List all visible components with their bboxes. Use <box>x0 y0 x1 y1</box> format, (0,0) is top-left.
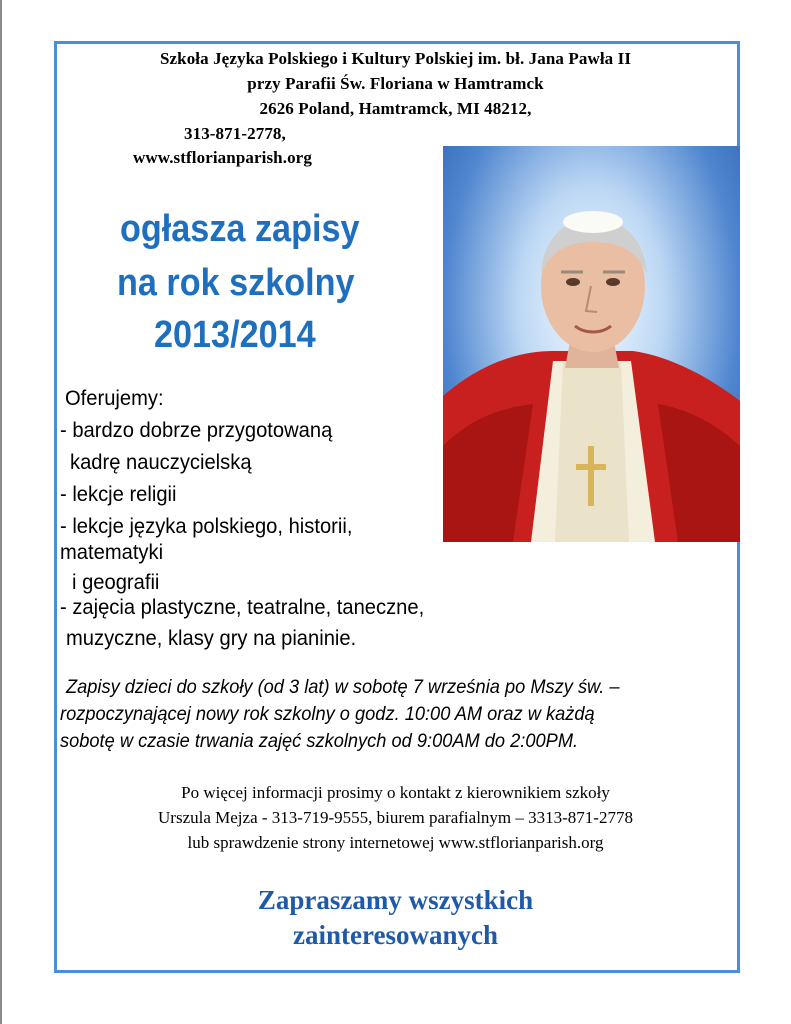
offer-item: kadrę nauczycielską <box>70 451 252 474</box>
invite-line-1: Zapraszamy wszystkich <box>257 885 534 915</box>
website-link[interactable]: www.stflorianparish.org <box>133 148 312 167</box>
school-name: Szkoła Języka Polskiego i Kultury Polskiej im. bł. Jana Pawła II <box>159 49 632 68</box>
offer-item: muzyczne, klasy gry na pianinie. <box>66 627 357 650</box>
registration-line-2: rozpoczynającej nowy rok szkolny o godz. 10:00 AM oraz w każdą <box>60 704 595 725</box>
offer-item: - zajęcia plastyczne, teatralne, taneczne, <box>60 596 425 619</box>
page-edge <box>0 0 2 1024</box>
phone-number: 313-871-2778, <box>184 124 286 143</box>
offer-item: - lekcje języka polskiego, historii, <box>60 515 353 538</box>
offer-item: i geografii <box>72 571 160 594</box>
offer-title: Oferujemy: <box>65 387 164 410</box>
registration-line-3: sobotę w czasie trwania zajęć szkolnych od 9:00AM do 2:00PM. <box>60 731 579 752</box>
offer-item: matematyki <box>60 541 164 564</box>
contact-line-1: Po więcej informacji prosimy o kontakt z kierownikiem szkoły <box>181 783 610 802</box>
registration-line-1: Zapisy dzieci do szkoły (od 3 lat) w sobotę 7 września po Mszy św. – <box>66 677 620 698</box>
headline-line-2: na rok szkolny <box>117 262 355 304</box>
offer-item: - bardzo dobrze przygotowaną <box>60 419 333 442</box>
invite-line-2: zainteresowanych <box>293 920 498 950</box>
pope-portrait-image <box>443 146 740 542</box>
contact-line-2: Urszula Mejza - 313-719-9555, biurem parafialnym – 3313-871-2778 <box>158 808 633 827</box>
address: 2626 Poland, Hamtramck, MI 48212, <box>259 99 532 118</box>
parish-name: przy Parafii Św. Floriana w Hamtramck <box>247 74 544 93</box>
headline-line-1: ogłasza zapisy <box>120 208 360 250</box>
offer-item: - lekcje religii <box>60 483 177 506</box>
headline-school-year: 2013/2014 <box>154 314 316 356</box>
contact-line-3: lub sprawdzenie strony internetowej www.stflorianparish.org <box>187 833 604 852</box>
